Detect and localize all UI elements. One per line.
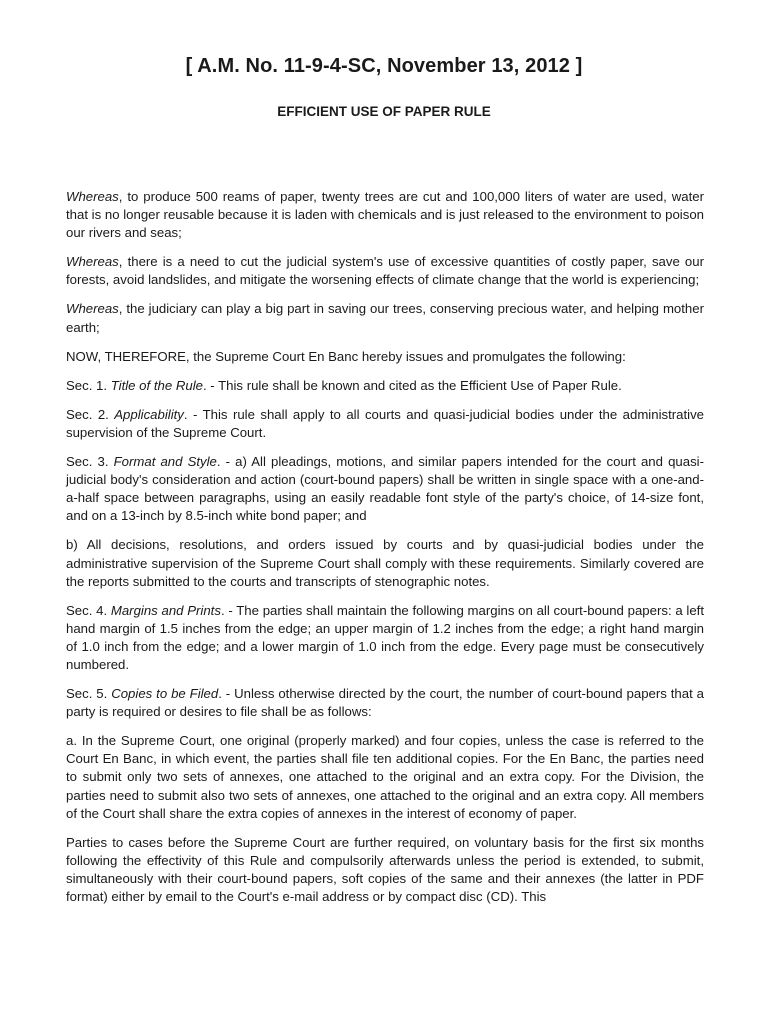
section-text: . - This rule shall be known and cited as the Efficient Use of Paper Rule.	[202, 377, 622, 393]
whereas-paragraph-3	[66, 300, 704, 336]
whereas-paragraph-2	[66, 253, 704, 289]
section-heading: Title of the Rule	[110, 377, 203, 393]
paragraph-text: , the judiciary can play a big part in saving our trees, conserving precious water, and helping mother earth;	[66, 301, 704, 335]
whereas-lead: Whereas	[66, 254, 119, 270]
section-3b: b) All decisions, resolutions, and orders issued by courts and by quasi-judicial bodies under the administrative supervision of the Supreme Court shall comply with these requirements. Similarly covered are the reports submitted to the courts and transcripts of stenographic notes.	[66, 537, 704, 589]
whereas-lead: Whereas	[66, 189, 119, 204]
section-text: . - The parties shall maintain the following margins on all court-bound papers: a left hand margin of 1.5 inches from the edge; an upper margin of 1.2 inches from the edge; a right hand margin of 1.0 inch from the edge; and a lower margin of 1.0 inch from the edge. Every page must be consecutively numbered.	[66, 602, 705, 672]
paragraph-text: , to produce 500 reams of paper, twenty trees are cut and 100,000 liters of water are used, water that is no longer reusable because it is laden with chemicals and is just released to the environment to poison our rivers and seas;	[66, 189, 704, 241]
section-1	[66, 377, 704, 395]
section-5	[66, 685, 704, 721]
section-5a: a. In the Supreme Court, one original (properly marked) and four copies, unless the case is referred to the Court En Banc, in which event, the parties shall file ten additional copies. For the En Banc, the parties need to submit only two sets of annexes, one attached to the original and an extra copy. For the Division, the parties need to submit also two sets of annexes, one attached to the original and an extra copy. All members of the Court shall share the extra copies of annexes in the interest of economy of paper.	[66, 733, 704, 821]
section-heading: Format and Style	[113, 454, 217, 470]
whereas-lead: Whereas	[66, 301, 119, 317]
section-heading: Applicability	[114, 406, 184, 422]
document-body	[66, 188, 704, 917]
promulgation-paragraph: NOW, THEREFORE, the Supreme Court En Banc hereby issues and promulgates the following:	[66, 348, 626, 364]
section-5b: Parties to cases before the Supreme Court are further required, on voluntary basis for the first six months following the effectivity of this Rule and compulsorily afterwards unless the period is extended, to submit, simultaneously with their court-bound papers, soft copies of the same and their annexes (the latter in PDF format) either by email to the Court's e-mail address or by compact disc (CD). This	[66, 834, 704, 904]
section-text: . - a) All pleadings, motions, and similar papers intended for the court and quasi-judicial body's consideration and action (court-bound papers) shall be written in single space with a one-and-a-half space between paragraphs, using an easily readable font style of the party's choice, of 14-size font, and on a 13-inch by 8.5-inch white bond paper; and	[66, 454, 704, 524]
document-subtitle: EFFICIENT USE OF PAPER RULE	[277, 104, 491, 119]
section-3	[66, 453, 704, 525]
section-prefix: Sec. 5.	[66, 686, 112, 702]
section-text: . - Unless otherwise directed by the court, the number of court-bound papers that a party is required or desires to file shall be as follows:	[66, 686, 704, 720]
document-title: [ A.M. No. 11-9-4-SC, November 13, 2012 ]	[185, 55, 583, 77]
section-prefix: Sec. 3.	[66, 454, 114, 470]
section-prefix: Sec. 4.	[66, 602, 111, 618]
section-prefix: Sec. 2.	[66, 406, 115, 422]
section-heading: Copies to be Filed	[111, 686, 219, 702]
section-heading: Margins and Prints	[110, 602, 221, 618]
paragraph-text: , there is a need to cut the judicial system's use of excessive quantities of costly paper, save our forests, avoid landslides, and mitigate the worsening effects of climate change that the world is experiencing;	[66, 254, 704, 288]
section-2	[66, 406, 704, 442]
whereas-paragraph-1	[66, 188, 704, 242]
section-4	[66, 602, 704, 674]
section-text: . - This rule shall apply to all courts and quasi-judicial bodies under the administrative supervision of the Supreme Court.	[66, 406, 704, 440]
section-prefix: Sec. 1.	[66, 377, 111, 393]
